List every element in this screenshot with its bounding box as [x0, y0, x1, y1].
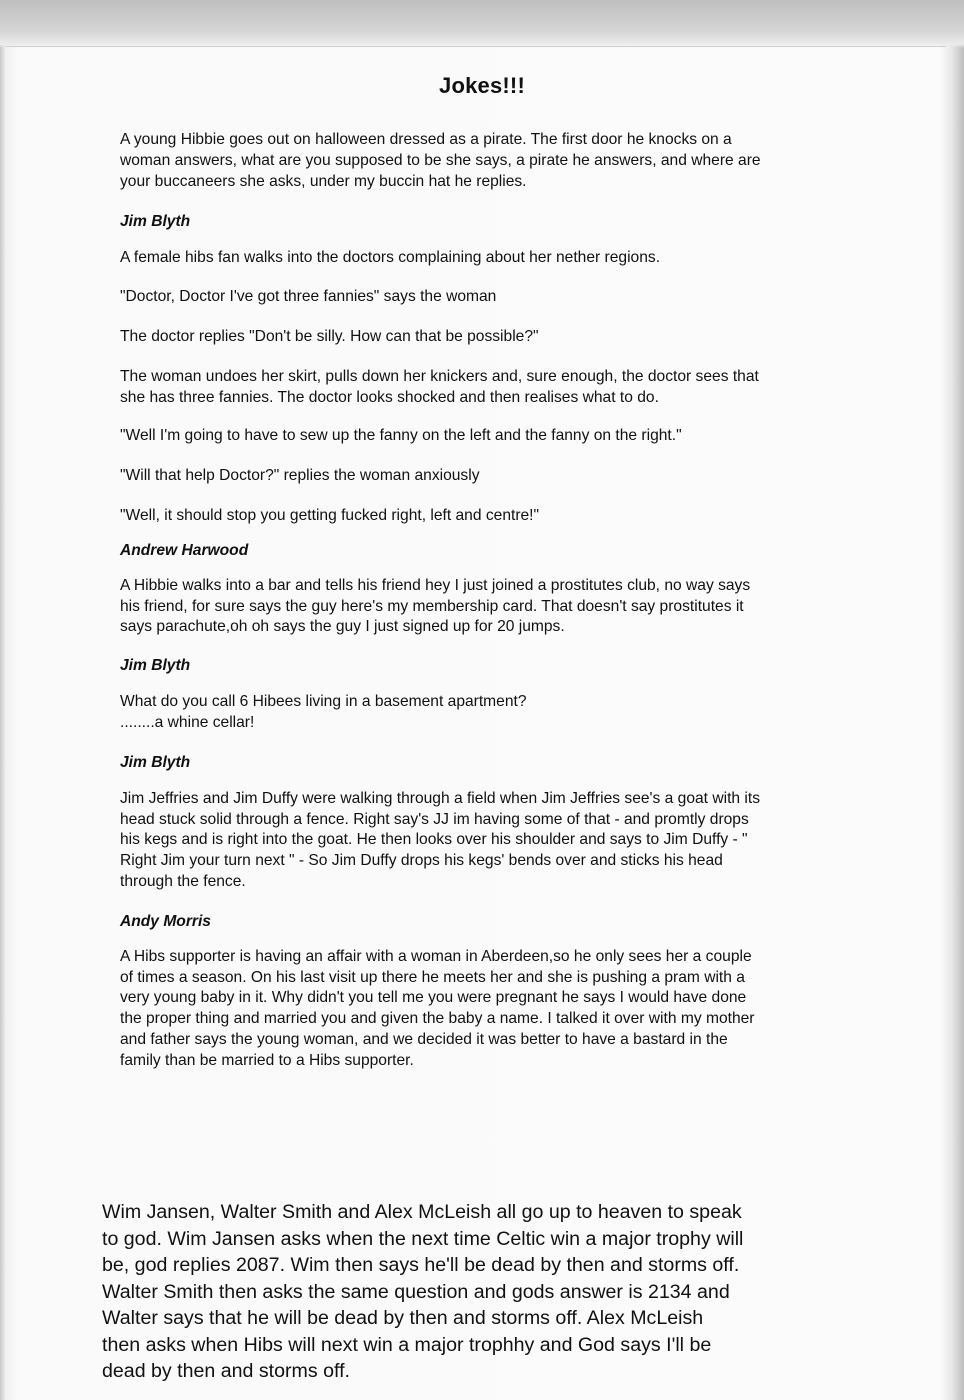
text-line: Walter says that he will be dead by then and storms off. Alex McLeish: [102, 1307, 704, 1329]
text-line: What do you call 6 Hibees living in a basement apartment?: [120, 693, 527, 711]
joke-5-author: Andy Morris: [120, 912, 211, 930]
joke-2-author: Andrew Harwood: [120, 541, 249, 559]
joke-2-line-7: [120, 506, 872, 527]
joke-2-line-4: [120, 367, 872, 409]
joke-2-line-2: [120, 287, 872, 308]
text-line: the proper thing and married you and given the baby a name. I talked it over with my mother: [120, 1010, 755, 1028]
joke-5-text: [120, 789, 872, 893]
joke-1-author: Jim Blyth: [120, 213, 191, 231]
text-line: Walter Smith then asks the same question and gods answer is 2134 and: [102, 1280, 730, 1303]
text-line: A young Hibbie goes out on halloween dressed as a pirate. The first door he knocks on a: [120, 131, 732, 148]
text-line: A Hibbie walks into a bar and tells his friend hey I just joined a prostitutes club, no way says: [120, 576, 751, 594]
text-line: "Doctor, Doctor I've got three fannies" says the woman: [120, 288, 497, 306]
joke-2-line-1: [120, 248, 872, 269]
page-title: Jokes!!!: [439, 73, 525, 98]
text-line: Jim Jeffries and Jim Duffy were walking through a field when Jim Jeffries see's a goat with its: [120, 789, 761, 807]
text-line: Wim Jansen, Walter Smith and Alex McLeish all go up to heaven to speak: [102, 1201, 742, 1223]
text-line: then asks when Hibs will next win a major trophhy and God says I'll be: [102, 1333, 712, 1356]
text-line: ........a whine cellar!: [120, 713, 255, 731]
joke-1-text: [120, 130, 872, 192]
text-line: "Well, it should stop you getting fucked right, left and centre!": [120, 506, 540, 524]
text-line: "Well I'm going to have to sew up the fanny on the left and the fanny on the right.": [120, 427, 682, 445]
text-line: A female hibs fan walks into the doctors complaining about her nether regions.: [120, 249, 661, 267]
scan-top-shadow: [0, 0, 964, 48]
text-line: says parachute,oh oh says the guy I just signed up for 20 jumps.: [120, 618, 565, 636]
text-line: The doctor replies "Don't be silly. How can that be possible?": [120, 327, 539, 345]
text-line: be, god replies 2087. Wim then says he'll be dead by then and storms off.: [102, 1254, 740, 1276]
text-line: to god. Wim Jansen asks when the next time Celtic win a major trophy will: [102, 1227, 744, 1250]
text-line: woman answers, what are you supposed to be she says, a pirate he answers, and where are: [120, 151, 761, 169]
text-line: A Hibs supporter is having an affair with a woman in Aberdeen,so he only sees her a couple: [120, 947, 752, 965]
text-line: The woman undoes her skirt, pulls down her knickers and, sure enough, the doctor sees that: [120, 367, 759, 385]
text-line: of times a season. On his last visit up there he meets her and she is pushing a pram with a: [120, 968, 745, 986]
text-line: "Will that help Doctor?" replies the woman anxiously: [120, 467, 480, 485]
text-line: very young baby in it. Why didn't you tell me you were pregnant he says I would have done: [120, 989, 747, 1007]
joke-6-text: [120, 947, 872, 1072]
text-line: family than be married to a Hibs supporter.: [120, 1051, 414, 1069]
text-line: his kegs and is right into the goat. He then looks over his shoulder and says to Jim Duffy - ": [120, 831, 748, 849]
joke-4-author: Jim Blyth: [120, 753, 191, 771]
jokes-body: [120, 130, 872, 1072]
joke-2-line-6: [120, 466, 872, 487]
text-line: your buccaneers she asks, under my buccin hat he replies.: [120, 172, 527, 190]
joke-2-line-3: [120, 327, 872, 348]
text-line: his friend, for sure says the guy here's my membership card. That doesn't say prostitutes it: [120, 597, 744, 615]
joke-3-text: [120, 576, 872, 638]
text-line: and father says the young woman, and we decided it was better to have a bastard in the: [120, 1030, 728, 1048]
joke-2-line-5: [120, 426, 872, 447]
joke-3-author: Jim Blyth: [120, 657, 191, 675]
joke-4-text: [120, 692, 872, 734]
text-line: she has three fannies. The doctor looks shocked and then realises what to do.: [120, 388, 659, 406]
text-line: head stuck solid through a fence. Right say's JJ im having some of that - and promtly drops: [120, 810, 749, 828]
final-joke-text: [102, 1199, 872, 1385]
text-line: Right Jim your turn next " - So Jim Duffy drops his kegs' bends over and sticks his head: [120, 852, 723, 870]
text-line: through the fence.: [120, 872, 246, 890]
text-line: dead by then and storms off.: [102, 1360, 350, 1382]
